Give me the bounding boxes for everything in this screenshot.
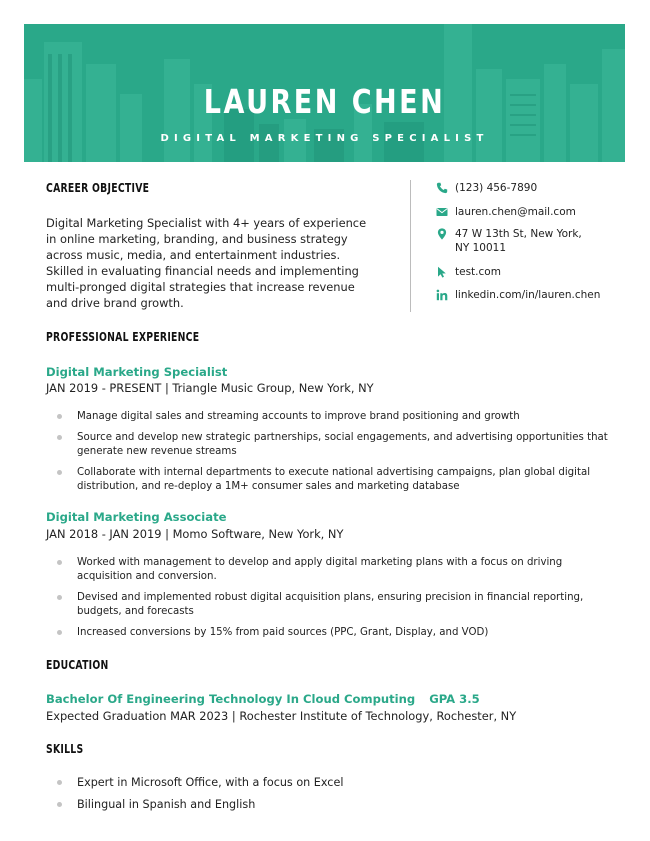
- contact-email: [436, 205, 576, 219]
- contact-phone: [436, 181, 537, 195]
- job-title: Digital Marketing Specialist: [46, 365, 228, 379]
- contact-website: [436, 265, 501, 279]
- job-meta: JAN 2018 - JAN 2019 | Momo Software, New York, NY: [46, 527, 344, 541]
- email-address[interactable]: lauren.chen@mail.com: [455, 206, 576, 218]
- website-link[interactable]: test.com: [455, 266, 501, 278]
- list-item: Increased conversions by 15% from paid sources (PPC, Grant, Display, and VOD): [57, 626, 617, 640]
- job-bullets: [57, 556, 617, 647]
- job-meta: JAN 2019 - PRESENT | Triangle Music Group, New York, NY: [46, 381, 374, 395]
- contact-address: [436, 227, 585, 255]
- experience-heading: PROFESSIONAL EXPERIENCE: [46, 330, 200, 344]
- mail-icon: [436, 206, 448, 218]
- job-bullets: [57, 410, 617, 501]
- bullet-dot: [57, 414, 62, 419]
- linkedin-link[interactable]: linkedin.com/in/lauren.chen: [455, 289, 601, 301]
- phone-number: (123) 456-7890: [455, 182, 538, 194]
- list-item: Worked with management to develop and apply digital marketing plans with a focus on driving acquisition and conversion.: [57, 556, 617, 584]
- linkedin-icon: [436, 289, 448, 301]
- gpa-value: GPA 3.5: [429, 692, 480, 706]
- bullet-dot: [57, 630, 62, 635]
- location-pin-icon: [436, 228, 448, 240]
- list-item: Devised and implemented robust digital acquisition plans, ensuring precision in financial reporting, budgets, and forecasts: [57, 591, 617, 619]
- skills-list: [57, 776, 617, 820]
- list-item: Expert in Microsoft Office, with a focus on Excel: [57, 776, 617, 790]
- bullet-dot: [57, 780, 62, 785]
- bullet-dot: [57, 435, 62, 440]
- bullet-dot: [57, 595, 62, 600]
- cursor-icon: [436, 266, 448, 278]
- career-objective-heading: CAREER OBJECTIVE: [46, 181, 150, 195]
- contact-linkedin: [436, 288, 600, 302]
- street-address: 47 W 13th St, New York, NY 10011: [455, 228, 582, 254]
- list-item: Manage digital sales and streaming accounts to improve brand positioning and growth: [57, 410, 617, 424]
- bullet-dot: [57, 470, 62, 475]
- job-title: Digital Marketing Associate: [46, 510, 227, 524]
- header-banner: [24, 24, 625, 162]
- vertical-divider: [410, 180, 411, 312]
- degree-title: Bachelor Of Engineering Technology In Cloud Computing: [46, 692, 416, 706]
- bullet-dot: [57, 560, 62, 565]
- list-item: Bilingual in Spanish and English: [57, 798, 617, 812]
- list-item: Source and develop new strategic partnerships, social engagements, and advertising opportunities that generate new revenue streams: [57, 431, 617, 459]
- skills-heading: SKILLS: [46, 742, 84, 756]
- education-heading: EDUCATION: [46, 658, 109, 672]
- bullet-dot: [57, 802, 62, 807]
- career-objective-text: Digital Marketing Specialist with 4+ years of experience in online marketing, branding, and business strategy across music, media, and entertainment industries. Skilled in evaluating financial needs and implementing multi-pronged digital strategies that increase revenue and drive brand growth.: [46, 216, 367, 310]
- list-item: Collaborate with internal departments to execute national advertising campaigns, plan global digital distribution, and re-deploy a 1M+ consumer sales and marketing database: [57, 466, 617, 494]
- education-meta: Expected Graduation MAR 2023 | Rochester Institute of Technology, Rochester, NY: [46, 709, 517, 723]
- candidate-job-title: DIGITAL MARKETING SPECIALIST: [160, 133, 489, 144]
- phone-icon: [436, 182, 448, 194]
- candidate-name: LAUREN CHEN: [203, 82, 446, 121]
- degree-line: [46, 692, 480, 706]
